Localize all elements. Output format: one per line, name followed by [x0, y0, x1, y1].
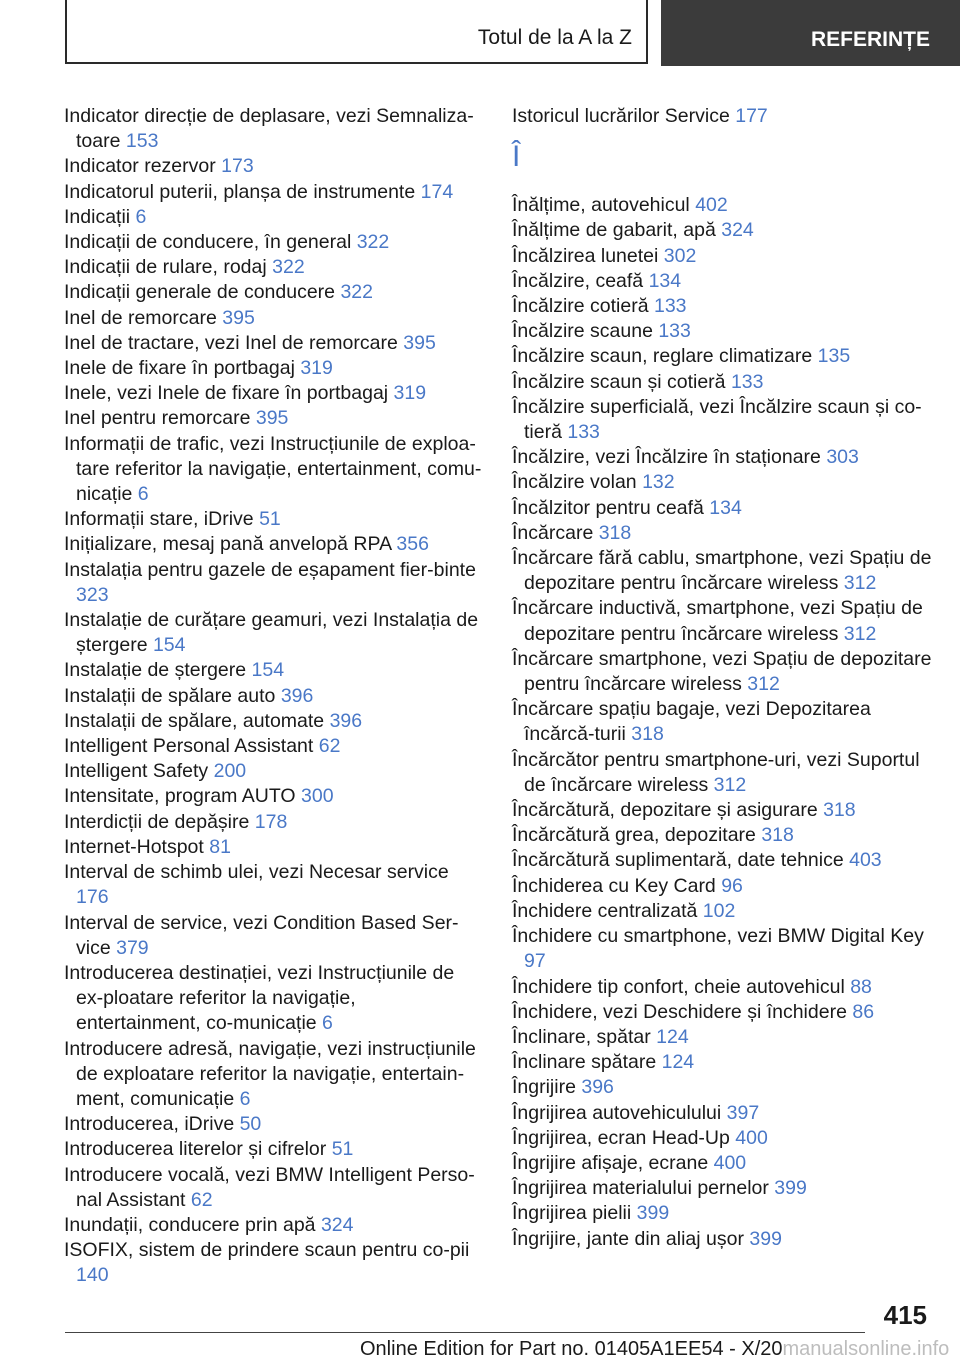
index-entry — [64, 835, 482, 860]
index-entry — [512, 1101, 932, 1126]
index-entry — [64, 784, 482, 809]
entry-text: Încălzitor pentru ceafă — [512, 496, 710, 519]
page-link[interactable]: 96 — [721, 874, 743, 897]
entry-text: Indicații de conducere, în general — [64, 231, 357, 254]
page-link[interactable]: 134 — [709, 496, 742, 519]
entry-text: Instalații de spălare auto — [64, 684, 281, 707]
index-entry — [512, 496, 932, 521]
index-entry — [512, 1227, 932, 1252]
entry-text: Internet-Hotspot — [64, 835, 210, 858]
entry-text: Încălzire, vezi Încălzire în staționare — [512, 446, 827, 469]
index-entry — [64, 381, 482, 406]
entry-text: Încărcare inductivă, smartphone, vezi Spațiu de depozitare pentru încărcare wireless — [512, 597, 923, 645]
page-number: 415 — [883, 1300, 927, 1330]
entry-text: Încălzirea lunetei — [512, 244, 664, 267]
index-entry — [512, 445, 932, 470]
page-link[interactable]: 403 — [849, 849, 882, 872]
entry-text: Închidere cu smartphone, vezi BMW Digital Key — [512, 925, 924, 948]
page-link[interactable]: 140 — [76, 1264, 109, 1287]
index-entry — [64, 230, 482, 255]
index-entry — [512, 546, 932, 596]
page-link[interactable]: 399 — [774, 1177, 807, 1200]
entry-text: Indicator direcție de deplasare, vezi Semnaliza‐toare — [64, 105, 474, 153]
page-link[interactable]: 396 — [581, 1076, 614, 1099]
page-link[interactable]: 303 — [826, 446, 859, 469]
index-entry — [64, 911, 482, 961]
entry-text: Interval de service, vezi Condition Based Ser‐vice — [64, 911, 459, 959]
footer — [360, 1338, 949, 1361]
index-entry — [64, 154, 482, 179]
page-link[interactable]: 318 — [598, 521, 632, 544]
index-entry — [64, 684, 482, 709]
index-entry — [512, 1201, 932, 1226]
entry-text: Încărcare smartphone, vezi Spațiu de depozitare pentru încărcare wireless — [512, 647, 932, 696]
index-entry — [64, 205, 482, 230]
index-entry — [512, 319, 932, 344]
entry-text: Îngrijirea materialului pernelor — [512, 1177, 775, 1200]
page-link[interactable]: 132 — [642, 471, 675, 494]
index-entry — [512, 269, 932, 294]
index-entry — [64, 860, 482, 910]
page-link[interactable]: 396 — [280, 684, 314, 707]
index-entry — [512, 1075, 932, 1100]
page-link[interactable]: 402 — [695, 194, 728, 217]
index-entry — [512, 244, 932, 269]
index-entry — [64, 810, 482, 835]
entry-text: Inel pentru remorcare — [64, 407, 256, 430]
entry-text: Inundații, conducere prin apă — [64, 1213, 321, 1236]
index-entry — [512, 1151, 932, 1176]
entry-text: Închidere tip confort, cheie autovehicul — [512, 975, 851, 998]
page-link[interactable]: 81 — [209, 835, 231, 858]
index-entry — [64, 356, 482, 381]
page-link[interactable]: 135 — [817, 345, 851, 368]
page-link[interactable]: 312 — [747, 673, 780, 696]
index-entry — [64, 734, 482, 759]
entry-text: Instalații de spălare, automate — [64, 709, 330, 732]
page-link[interactable]: 318 — [823, 799, 856, 822]
entry-text: Încărcare — [512, 521, 599, 544]
entry-text: Introducere vocală, vezi BMW Intelligent Perso‐nal Assistant — [64, 1163, 475, 1211]
index-entry — [64, 507, 482, 532]
entry-text: Informații de trafic, vezi Instrucțiunile de exploa‐tare referitor la navigație, entertainment, comu‐nicație — [64, 432, 482, 506]
index-entry — [64, 558, 482, 608]
page-link[interactable]: 177 — [735, 105, 768, 127]
page-link[interactable]: 88 — [850, 975, 872, 998]
page-link[interactable]: 6 — [137, 483, 149, 506]
entry-text: Încălzire cotieră — [512, 295, 654, 318]
entry-text: Încălzire superficială, vezi Încălzire scaun și co‐tieră — [512, 395, 922, 444]
index-entry — [64, 1137, 482, 1162]
index-entry — [512, 924, 932, 974]
page-link[interactable]: 133 — [567, 421, 600, 444]
index-entry — [64, 255, 482, 280]
entry-text: Încărcare spațiu bagaje, vezi Depozitarea încărcă‐turii — [512, 698, 871, 746]
index-entry — [64, 180, 482, 205]
page-link[interactable]: 97 — [524, 950, 546, 973]
index-entry — [512, 1050, 932, 1075]
index-entry — [64, 1213, 482, 1238]
index-entry — [64, 961, 482, 1037]
chapter-title: REFERINȚE — [811, 28, 931, 51]
entry-text: Introducerea, iDrive — [64, 1113, 240, 1136]
entry-text: Înclinare, spătar — [512, 1025, 657, 1048]
page-link[interactable]: 302 — [663, 244, 697, 267]
entry-text: Informații stare, iDrive — [64, 508, 260, 531]
entry-text: Înălțime de gabarit, apă — [512, 219, 722, 242]
footer-divider — [65, 1332, 865, 1333]
index-entry — [64, 759, 482, 784]
entry-text: Încălzire scaun, reglare climatizare — [512, 345, 818, 368]
entry-text: Instalație de curățare geamuri, vezi Instalația de ștergere — [64, 609, 479, 657]
index-entry — [512, 899, 932, 924]
entry-text: Încărcător pentru smartphone-uri, vezi Suportul de încărcare wireless — [512, 748, 920, 796]
entry-text: Intensitate, program AUTO — [64, 785, 301, 808]
index-group-i-circumflex — [512, 193, 932, 1252]
page-link[interactable]: 124 — [661, 1051, 695, 1074]
entry-text: Introducere adresă, navigație, vezi instrucțiunile de exploatare referitor la navigație, entertain‐ment, comunicație — [64, 1037, 476, 1110]
entry-text: Intelligent Safety — [64, 760, 214, 783]
entry-text: Inele de fixare în portbagaj — [64, 357, 301, 380]
page-link[interactable]: 322 — [272, 256, 305, 279]
entry-text: Închidere centralizată — [512, 899, 703, 922]
page-link[interactable]: 174 — [420, 180, 454, 203]
index-entry — [64, 658, 482, 683]
index-entry — [512, 596, 932, 646]
index-entry — [512, 823, 932, 848]
entry-text: Încălzire scaun și cotieră — [512, 370, 731, 393]
footer-watermark: manualsonline.info — [782, 1338, 950, 1360]
page-link[interactable]: 133 — [730, 370, 764, 393]
index-entry — [64, 280, 482, 305]
index-entry — [512, 798, 932, 823]
entry-text: Îngrijirea autovehiculului — [512, 1101, 727, 1124]
entry-text: Interval de schimb ulei, vezi Necesar service — [64, 861, 449, 884]
entry-text: Încărcare fără cablu, smartphone, vezi Spațiu de depozitare pentru încărcare wireless — [512, 547, 932, 595]
page-link[interactable]: 102 — [702, 899, 736, 922]
index-entry — [512, 521, 932, 546]
page-link[interactable]: 322 — [356, 231, 390, 254]
page-link[interactable]: 124 — [656, 1025, 689, 1048]
page-link[interactable]: 176 — [76, 886, 109, 909]
entry-text: Încărcătură suplimentară, date tehnice — [512, 849, 850, 872]
page-link[interactable]: 399 — [636, 1202, 670, 1225]
entry-text: Încălzire volan — [512, 471, 643, 494]
index-entry — [64, 331, 482, 356]
entry-text: Indicații — [64, 205, 136, 228]
page-link[interactable]: 319 — [393, 382, 427, 405]
index-entry — [512, 975, 932, 1000]
entry-text: Inele, vezi Inele de fixare în portbagaj — [64, 382, 394, 405]
footer-edition: Online Edition for Part no. 01405A1EE54 - X/20 — [360, 1338, 783, 1360]
index-entry — [512, 470, 932, 495]
page-link[interactable]: 51 — [259, 508, 281, 531]
index-entry — [512, 874, 932, 899]
page-link[interactable]: 6 — [239, 1087, 251, 1110]
entry-text: Încălzire scaune — [512, 320, 659, 343]
entry-text: Închiderea cu Key Card — [512, 874, 722, 897]
page-link[interactable]: 318 — [761, 824, 794, 847]
index-entry — [64, 104, 482, 154]
page-link[interactable]: 322 — [340, 281, 373, 304]
page-link[interactable]: 379 — [116, 936, 149, 959]
entry-text: Istoricul lucrărilor Service — [512, 105, 736, 127]
page-link[interactable]: 200 — [213, 760, 247, 783]
page-link[interactable]: 319 — [300, 357, 333, 380]
entry-text: Instalația pentru gazele de eșapament fier‐binte — [64, 558, 476, 581]
entry-text: Încărcătură grea, depozitare — [512, 824, 762, 847]
page-link[interactable]: 312 — [843, 572, 877, 595]
index-column-right — [512, 104, 932, 1252]
index-entry — [512, 748, 932, 798]
page-link[interactable]: 323 — [76, 583, 109, 606]
page-header — [0, 0, 960, 66]
page-link[interactable]: 133 — [653, 295, 687, 318]
entry-text: Interdicții de depășire — [64, 810, 255, 833]
entry-text: Introducerea literelor și cifrelor — [64, 1138, 332, 1161]
page-link[interactable]: 395 — [222, 306, 255, 329]
page-link[interactable]: 62 — [190, 1188, 213, 1211]
index-entry — [512, 395, 932, 445]
page-link[interactable]: 6 — [322, 1012, 333, 1035]
page-link[interactable]: 133 — [658, 320, 691, 343]
index-entry — [512, 193, 932, 218]
page-link[interactable]: 134 — [648, 269, 682, 292]
entry-text: Îngrijirea pielii — [512, 1202, 637, 1225]
entry-text: Indicator rezervor — [64, 155, 222, 178]
index-entry — [64, 406, 482, 431]
entry-text: Indicații de rulare, rodaj — [64, 256, 273, 279]
index-entry — [512, 1025, 932, 1050]
index-entry — [512, 1000, 932, 1025]
index-entry — [64, 608, 482, 658]
page-link[interactable]: 356 — [396, 533, 429, 556]
entry-text: Îngrijire, jante din aliaj ușor — [512, 1227, 750, 1250]
page-link[interactable]: 399 — [749, 1227, 782, 1250]
entry-text: Inel de remorcare — [64, 306, 223, 329]
index-entry — [512, 848, 932, 873]
entry-text: Indicatorul puterii, planșa de instrumente — [64, 180, 421, 203]
page-link[interactable]: 400 — [713, 1151, 747, 1174]
entry-text: Inel de tractare, vezi Inel de remorcare — [64, 331, 404, 354]
page-link[interactable]: 173 — [221, 155, 254, 178]
page-link[interactable]: 178 — [254, 810, 288, 833]
index-entry — [512, 218, 932, 243]
index-entry — [64, 1238, 482, 1288]
page-link[interactable]: 62 — [318, 735, 341, 758]
index-entry — [64, 432, 482, 508]
entry-text: Introducerea destinației, vezi Instrucțiunile de ex‐ploatare referitor la navigație, entertainment, co‐municație — [64, 961, 455, 1035]
index-entry — [512, 104, 932, 129]
index-entry — [512, 1176, 932, 1201]
index-entry — [512, 697, 932, 747]
index-entry — [64, 1037, 482, 1113]
index-entry — [64, 306, 482, 331]
page-link[interactable]: 300 — [301, 785, 334, 808]
entry-text: Încărcătură, depozitare și asigurare — [512, 799, 824, 822]
page-link[interactable]: 400 — [735, 1126, 768, 1149]
page-link[interactable]: 324 — [721, 219, 754, 242]
index-entry — [512, 370, 932, 395]
index-entry — [512, 344, 932, 369]
index-entry — [64, 1112, 482, 1137]
page-link[interactable]: 6 — [135, 205, 147, 228]
page-link[interactable]: 395 — [255, 407, 289, 430]
entry-text: Înclinare spătare — [512, 1051, 662, 1074]
entry-text: Înălțime, autovehicul — [512, 194, 696, 217]
chapter-tab — [661, 0, 960, 66]
entry-text: Inițializare, mesaj pană anvelopă RPA — [64, 533, 397, 556]
page-link[interactable]: 51 — [331, 1138, 354, 1161]
index-entry — [512, 294, 932, 319]
index-entry — [64, 709, 482, 734]
page-link[interactable]: 397 — [726, 1101, 760, 1124]
page-link[interactable]: 50 — [239, 1113, 262, 1136]
index-entry — [64, 1163, 482, 1213]
page-link[interactable]: 86 — [852, 1000, 875, 1023]
page-link[interactable]: 154 — [251, 659, 285, 682]
page-link[interactable]: 154 — [152, 634, 186, 657]
index-group-i — [512, 104, 932, 129]
page-link[interactable]: 312 — [713, 773, 747, 796]
page-link[interactable]: 312 — [843, 622, 877, 645]
index-entry — [512, 1126, 932, 1151]
page-link[interactable]: 396 — [329, 709, 363, 732]
index-column-left — [64, 104, 482, 1289]
section-tab — [65, 0, 648, 64]
index-entry — [512, 647, 932, 697]
entry-text: Indicații generale de conducere — [64, 281, 341, 304]
page-link[interactable]: 153 — [125, 130, 159, 153]
entry-text: ISOFIX, sistem de prindere scaun pentru co‐pii — [64, 1239, 470, 1262]
letter-heading: Î — [512, 140, 521, 174]
section-title: Totul de la A la Z — [477, 26, 632, 49]
entry-text: Închidere, vezi Deschidere și închidere — [512, 1000, 853, 1023]
entry-text: Îngrijirea, ecran Head-Up — [512, 1126, 736, 1149]
entry-text: Îngrijire afișaje, ecrane — [512, 1151, 714, 1174]
entry-text: Instalație de ștergere — [64, 659, 252, 682]
page-link[interactable]: 395 — [403, 331, 436, 354]
page-link[interactable]: 318 — [631, 723, 664, 746]
page-link[interactable]: 324 — [320, 1213, 354, 1236]
index-entry — [64, 532, 482, 557]
entry-text: Îngrijire — [512, 1076, 582, 1099]
entry-text: Încălzire, ceafă — [512, 269, 649, 292]
entry-text: Intelligent Personal Assistant — [64, 735, 319, 758]
